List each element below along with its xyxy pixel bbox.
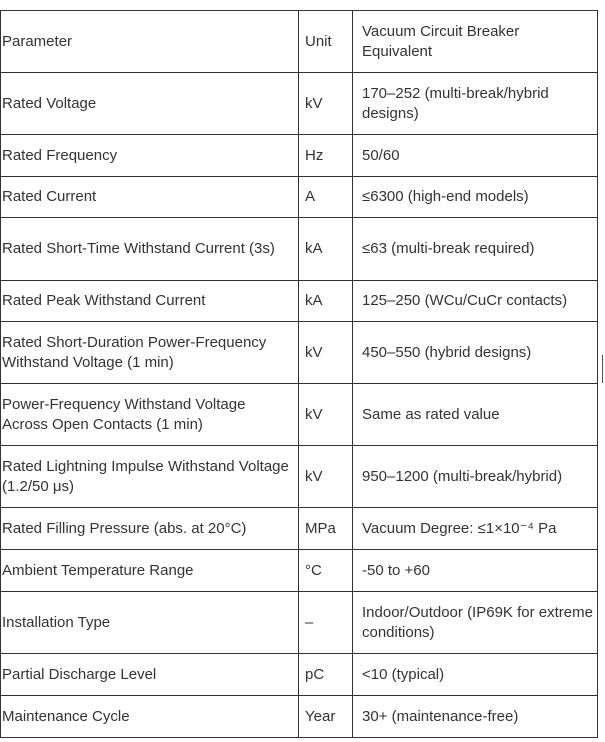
- table-row: [1, 281, 598, 322]
- header-unit: Unit: [299, 11, 353, 73]
- cell-value: -50 to +60: [353, 550, 598, 592]
- cell-value: 950–1200 (multi-break/hybrid): [353, 446, 598, 508]
- cell-parameter: Rated Voltage: [1, 73, 299, 135]
- cell-value: 50/60: [353, 135, 598, 177]
- header-parameter: Parameter: [1, 11, 299, 73]
- cell-value: Indoor/Outdoor (IP69K for extreme conditions): [353, 592, 598, 654]
- table-row: [1, 177, 598, 218]
- cell-parameter: Rated Filling Pressure (abs. at 20°C): [1, 508, 299, 550]
- cell-parameter: Maintenance Cycle: [1, 696, 299, 738]
- edge-marker: [602, 355, 603, 383]
- cell-unit: pC: [299, 654, 353, 696]
- cell-unit: A: [299, 177, 353, 218]
- table-row: [1, 135, 598, 177]
- cell-value: Same as rated value: [353, 384, 598, 446]
- table-row: [1, 508, 598, 550]
- table-row: [1, 446, 598, 508]
- cell-unit: MPa: [299, 508, 353, 550]
- cell-unit: kV: [299, 322, 353, 384]
- cell-parameter: Partial Discharge Level: [1, 654, 299, 696]
- cell-parameter: Rated Frequency: [1, 135, 299, 177]
- cell-unit: kA: [299, 218, 353, 281]
- cell-parameter: Rated Short-Time Withstand Current (3s): [1, 218, 299, 281]
- cell-parameter: Rated Current: [1, 177, 299, 218]
- cell-value: ≤6300 (high-end models): [353, 177, 598, 218]
- cell-parameter: Rated Short-Duration Power-Frequency Withstand Voltage (1 min): [1, 322, 299, 384]
- cell-value: <10 (typical): [353, 654, 598, 696]
- table-row: [1, 654, 598, 696]
- cell-unit: °C: [299, 550, 353, 592]
- cell-value: Vacuum Degree: ≤1×10⁻⁴ Pa: [353, 508, 598, 550]
- cell-value: 125–250 (WCu/CuCr contacts): [353, 281, 598, 322]
- cell-value: 170–252 (multi-break/hybrid designs): [353, 73, 598, 135]
- cell-unit: kV: [299, 73, 353, 135]
- table-row: [1, 696, 598, 738]
- cell-unit: –: [299, 592, 353, 654]
- cell-unit: kA: [299, 281, 353, 322]
- table-row: [1, 73, 598, 135]
- cell-value: 30+ (maintenance-free): [353, 696, 598, 738]
- table-row: [1, 592, 598, 654]
- cell-unit: kV: [299, 384, 353, 446]
- spec-table: [0, 10, 598, 738]
- cell-parameter: Rated Peak Withstand Current: [1, 281, 299, 322]
- cell-parameter: Power-Frequency Withstand Voltage Across Open Contacts (1 min): [1, 384, 299, 446]
- table-header-row: [1, 11, 598, 73]
- header-vcb-equivalent: Vacuum Circuit Breaker Equivalent: [353, 11, 598, 73]
- cell-unit: Year: [299, 696, 353, 738]
- table-row: [1, 550, 598, 592]
- cell-parameter: Installation Type: [1, 592, 299, 654]
- table-row: [1, 384, 598, 446]
- cell-parameter: Ambient Temperature Range: [1, 550, 299, 592]
- table-row: [1, 218, 598, 281]
- cell-value: ≤63 (multi-break required): [353, 218, 598, 281]
- cell-parameter: Rated Lightning Impulse Withstand Voltage (1.2/50 μs): [1, 446, 299, 508]
- cell-unit: Hz: [299, 135, 353, 177]
- cell-value: 450–550 (hybrid designs): [353, 322, 598, 384]
- cell-unit: kV: [299, 446, 353, 508]
- table-row: [1, 322, 598, 384]
